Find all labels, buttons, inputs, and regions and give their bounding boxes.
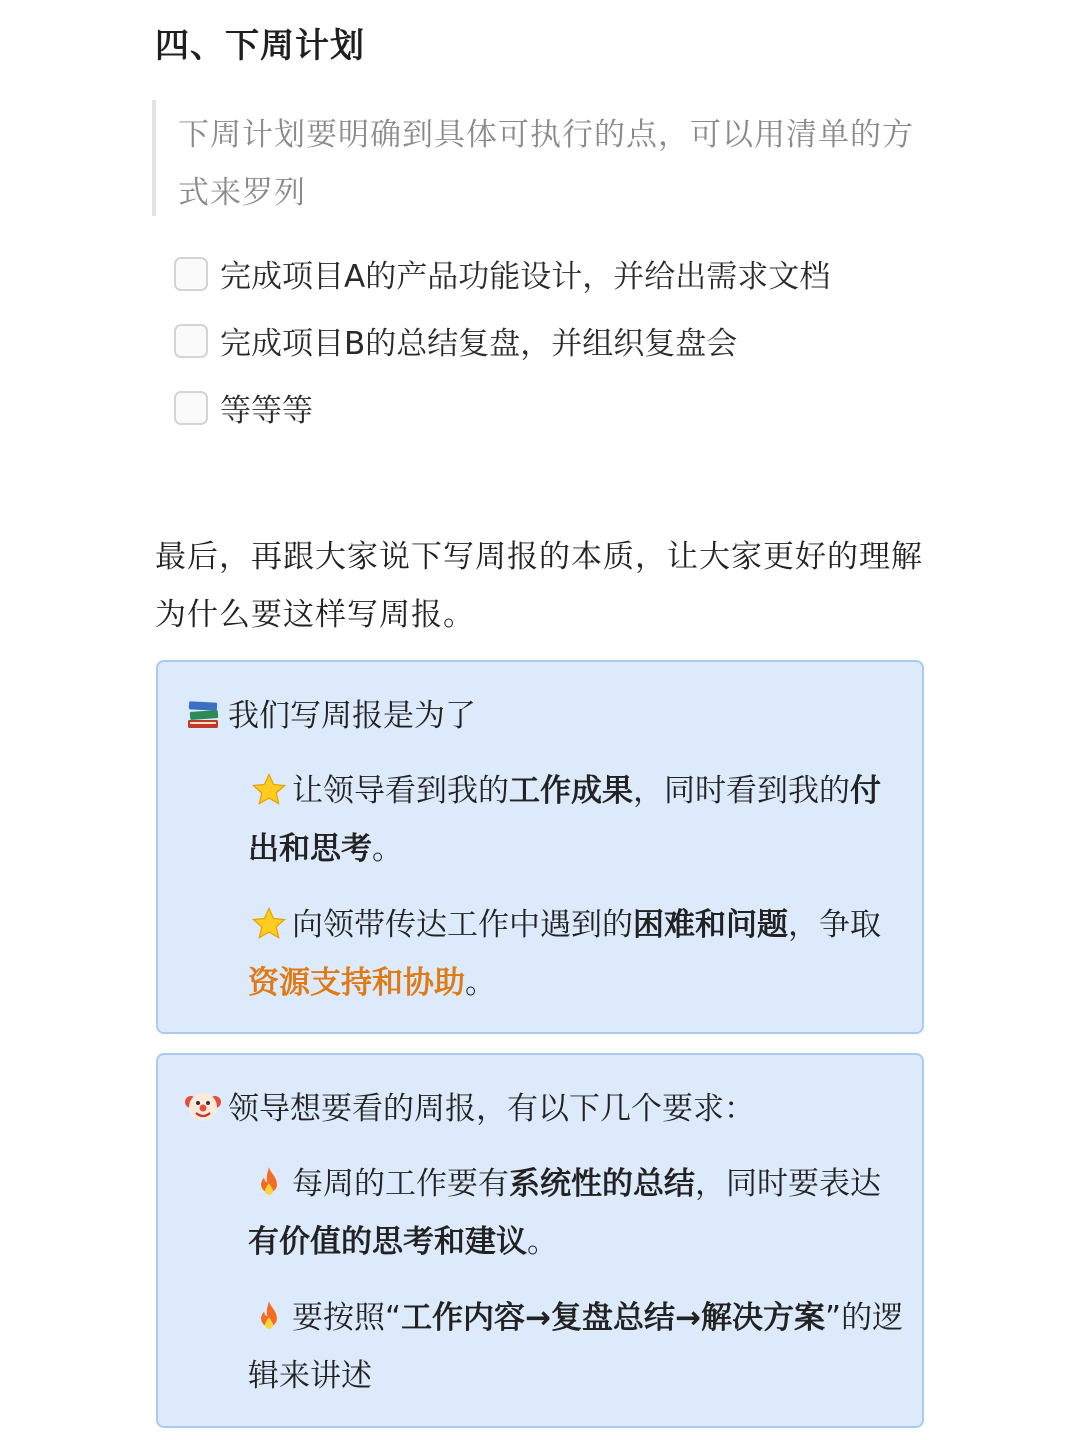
bullet-item: 向领带传达工作中遇到的困难和问题，争取资源支持和协助。 bbox=[248, 896, 908, 1012]
bullet-item: 要按照“工作内容→复盘总结→解决方案”的逻辑来讲述 bbox=[248, 1289, 908, 1405]
callout-heading-text: 领导想要看的周报，有以下几个要求： bbox=[228, 1091, 755, 1127]
checkbox[interactable] bbox=[174, 324, 208, 358]
checkbox[interactable] bbox=[174, 257, 208, 291]
closing-paragraph: 最后，再跟大家说下写周报的本质，让大家更好的理解为什么要这样写周报。 bbox=[155, 539, 923, 633]
callout-purpose bbox=[156, 660, 924, 1034]
callout-heading-text: 我们写周报是为了 bbox=[228, 698, 476, 734]
checkbox[interactable] bbox=[174, 391, 208, 425]
callout-requirements bbox=[156, 1053, 924, 1428]
todo-item bbox=[174, 240, 974, 307]
clown-icon bbox=[182, 1085, 224, 1127]
star-icon bbox=[248, 769, 290, 811]
todo-list bbox=[174, 240, 974, 441]
bullet-item: 让领导看到我的工作成果，同时看到我的付出和思考。 bbox=[248, 762, 908, 878]
todo-label: 完成项目B的总结复盘，并组织复盘会 bbox=[220, 326, 738, 362]
books-icon bbox=[182, 692, 224, 734]
callout-heading bbox=[182, 1083, 755, 1128]
todo-item bbox=[174, 307, 974, 374]
fire-icon bbox=[248, 1296, 290, 1338]
todo-label: 等等等 bbox=[220, 393, 313, 429]
star-icon bbox=[248, 903, 290, 945]
section-title: 四、下周计划 bbox=[155, 26, 365, 66]
blockquote: 下周计划要明确到具体可执行的点，可以用清单的方式来罗列 bbox=[152, 100, 932, 216]
todo-label: 完成项目A的产品功能设计，并给出需求文档 bbox=[220, 259, 831, 295]
fire-icon bbox=[248, 1162, 290, 1204]
callout-heading bbox=[182, 690, 476, 735]
bullet-item: 每周的工作要有系统性的总结，同时要表达有价值的思考和建议。 bbox=[248, 1155, 908, 1271]
todo-item bbox=[174, 374, 974, 441]
